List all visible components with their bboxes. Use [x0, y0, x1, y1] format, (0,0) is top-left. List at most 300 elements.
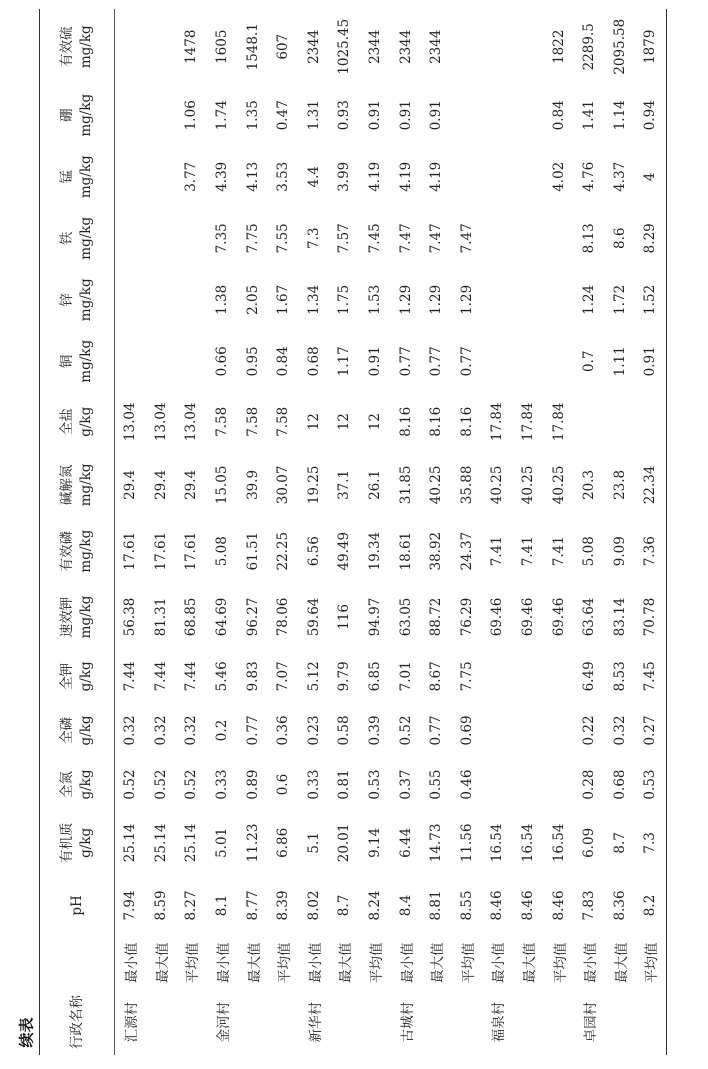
value-cell: 81.31 — [152, 597, 169, 637]
value-cell: 61.51 — [244, 531, 261, 571]
village-name-cell: 汇源村 — [124, 1001, 141, 1043]
value-cell: 9.79 — [336, 661, 353, 692]
value-cell: 7.07 — [275, 661, 292, 692]
value-cell — [543, 650, 574, 703]
table-row — [605, 9, 636, 1055]
value-cell: 0.32 — [183, 715, 200, 746]
village-name-cell — [176, 989, 207, 1055]
statistic-cell: 最大值 — [613, 942, 630, 983]
value-cell: 8.4 — [397, 894, 414, 917]
value-cell: 0.36 — [275, 715, 292, 746]
value-cell — [452, 84, 483, 146]
value-cell: 0.93 — [336, 100, 353, 131]
column-header-unit: g/kg — [78, 769, 94, 800]
village-name-cell — [329, 989, 360, 1055]
value-cell: 8.1 — [214, 894, 231, 917]
value-cell: 5.12 — [305, 661, 322, 692]
value-cell: 0.81 — [336, 769, 353, 800]
value-cell: 8.13 — [581, 223, 598, 254]
value-cell: 1.06 — [183, 100, 200, 131]
statistic-cell: 最小值 — [307, 942, 324, 983]
value-cell: 23.8 — [611, 469, 628, 500]
value-cell: 1.41 — [581, 100, 598, 131]
column-header-unit: mg/kg — [78, 529, 94, 573]
value-cell — [115, 208, 146, 270]
value-cell: 3.99 — [336, 161, 353, 192]
column-header-name: 锰 — [59, 170, 75, 184]
village-name-cell: 卓园村 — [583, 1001, 600, 1043]
value-cell: 0.46 — [458, 769, 475, 800]
value-cell: 7.44 — [183, 661, 200, 692]
value-cell: 4.02 — [550, 161, 567, 192]
column-header — [40, 392, 115, 451]
value-cell — [574, 392, 605, 451]
table-row — [237, 9, 268, 1055]
rotated-table-container — [39, 9, 705, 1055]
value-cell: 2289.5 — [581, 23, 598, 71]
column-header — [40, 9, 115, 84]
value-cell — [452, 146, 483, 208]
value-cell: 0.58 — [336, 715, 353, 746]
value-cell: 5.08 — [581, 536, 598, 567]
value-cell — [513, 758, 544, 811]
value-cell — [176, 269, 207, 331]
column-header-name: 全磷 — [59, 716, 75, 744]
value-cell: 12 — [336, 413, 353, 431]
value-cell: 63.64 — [581, 597, 598, 637]
value-cell: 8.2 — [635, 875, 666, 937]
value-cell: 6.56 — [305, 536, 322, 567]
value-cell — [482, 758, 513, 811]
value-cell: 0.32 — [152, 715, 169, 746]
value-cell: 0.68 — [611, 769, 628, 800]
table-row — [574, 9, 605, 1055]
value-cell: 1.14 — [611, 100, 628, 131]
value-cell: 7.3 — [305, 227, 322, 250]
column-header-unit: mg/kg — [78, 25, 94, 69]
value-cell: 1.17 — [336, 346, 353, 377]
village-name-cell — [543, 989, 574, 1055]
value-cell — [115, 331, 146, 393]
table-row — [146, 9, 177, 1055]
table-row — [482, 9, 513, 1055]
value-cell: 7.58 — [244, 406, 261, 437]
value-cell: 7.45 — [367, 223, 384, 254]
value-cell: 8.16 — [397, 406, 414, 437]
value-cell: 0.77 — [397, 346, 414, 377]
value-cell: 0.77 — [428, 346, 445, 377]
value-cell — [452, 9, 483, 84]
column-header-name: 行政名称 — [68, 995, 85, 1050]
value-cell: 0.68 — [305, 346, 322, 377]
column-header-name: 全盐 — [59, 408, 75, 436]
value-cell: 7.75 — [244, 223, 261, 254]
column-header-name: 铁 — [59, 231, 75, 246]
village-name-cell — [605, 989, 636, 1055]
column-header-unit: mg/kg — [78, 595, 94, 639]
value-cell: 0.37 — [397, 769, 414, 800]
value-cell: 39.9 — [244, 469, 261, 500]
value-cell: 4.19 — [397, 161, 414, 192]
value-cell — [482, 146, 513, 208]
value-cell: 49.49 — [336, 531, 353, 571]
value-cell: 7.35 — [214, 223, 231, 254]
value-cell: 0.89 — [244, 769, 261, 800]
value-cell — [176, 331, 207, 393]
statistic-cell: 平均值 — [185, 942, 202, 983]
value-cell: 94.97 — [367, 597, 384, 637]
value-cell: 29.4 — [152, 469, 169, 500]
value-cell: 2344 — [305, 29, 322, 64]
value-cell: 0.52 — [183, 769, 200, 800]
value-cell: 4.76 — [581, 161, 598, 192]
value-cell: 7.47 — [397, 223, 414, 254]
value-cell — [146, 84, 177, 146]
column-header-unit: mg/kg — [78, 216, 94, 260]
value-cell: 4.19 — [428, 161, 445, 192]
column-header-name: 全钾 — [59, 662, 75, 690]
value-cell: 30.07 — [275, 465, 292, 505]
value-cell: 1.31 — [305, 100, 322, 131]
value-cell: 1.34 — [305, 284, 322, 315]
value-cell: 0.23 — [305, 715, 322, 746]
table-row — [207, 9, 238, 1055]
value-cell — [482, 331, 513, 393]
value-cell: 1548.1 — [244, 23, 261, 71]
value-cell: 0.91 — [635, 331, 666, 393]
column-header — [40, 703, 115, 758]
value-cell: 7.94 — [122, 890, 139, 921]
value-cell: 5.46 — [214, 661, 231, 692]
value-cell: 0.69 — [458, 715, 475, 746]
value-cell: 7.44 — [152, 661, 169, 692]
column-header — [40, 811, 115, 875]
value-cell: 96.27 — [244, 597, 261, 637]
statistic-cell: 最大值 — [246, 942, 263, 983]
value-cell: 13.04 — [122, 402, 139, 442]
value-cell: 69.46 — [520, 597, 537, 637]
value-cell: 5.01 — [214, 827, 231, 858]
village-name-cell: 福泉村 — [491, 1001, 508, 1043]
value-cell — [482, 703, 513, 758]
value-cell: 5.08 — [214, 536, 231, 567]
value-cell: 12 — [305, 413, 322, 431]
value-cell: 7.41 — [520, 536, 537, 567]
village-name-cell — [360, 989, 391, 1055]
table-row — [513, 9, 544, 1055]
table-row — [421, 9, 452, 1055]
value-cell: 40.25 — [550, 465, 567, 505]
value-cell: 0.47 — [275, 100, 292, 131]
value-cell: 7.3 — [635, 811, 666, 875]
value-cell: 12 — [367, 413, 384, 431]
column-header-name: pH — [68, 895, 85, 916]
value-cell: 1025.45 — [336, 18, 353, 75]
value-cell: 4.37 — [611, 161, 628, 192]
column-header — [40, 331, 115, 393]
column-header-unit: mg/kg — [78, 278, 94, 322]
value-cell: 0.91 — [397, 100, 414, 131]
value-cell: 1.52 — [635, 269, 666, 331]
value-cell: 2344 — [428, 29, 445, 64]
value-cell: 37.1 — [336, 469, 353, 500]
statistic-cell: 平均值 — [460, 942, 477, 983]
value-cell: 17.61 — [152, 531, 169, 571]
value-cell: 17.61 — [122, 531, 139, 571]
column-header-name: 全氮 — [59, 771, 75, 799]
value-cell: 4.13 — [244, 161, 261, 192]
table-row — [329, 9, 360, 1055]
value-cell: 9.09 — [611, 536, 628, 567]
value-cell: 8.16 — [458, 406, 475, 437]
value-cell: 26.1 — [367, 469, 384, 500]
value-cell: 16.54 — [489, 823, 506, 863]
value-cell: 1822 — [550, 29, 567, 64]
value-cell — [482, 84, 513, 146]
column-header — [40, 269, 115, 331]
value-cell: 0.66 — [214, 346, 231, 377]
value-cell: 0.33 — [214, 769, 231, 800]
statistic-cell: 最小值 — [491, 942, 508, 983]
table-row — [390, 9, 421, 1055]
value-cell: 7.83 — [581, 890, 598, 921]
statistic-cell: 平均值 — [277, 942, 294, 983]
value-cell: 0.91 — [367, 100, 384, 131]
caption-text: 续表 — [17, 1016, 36, 1048]
village-name-cell — [452, 989, 483, 1055]
value-cell: 25.14 — [183, 823, 200, 863]
value-cell — [543, 331, 574, 393]
value-cell: 1.29 — [428, 284, 445, 315]
value-cell: 11.23 — [244, 823, 261, 863]
village-name-cell — [513, 989, 544, 1055]
value-cell: 19.25 — [305, 465, 322, 505]
column-header-name: 碱解氮 — [59, 464, 75, 506]
value-cell — [482, 208, 513, 270]
column-header — [40, 758, 115, 811]
value-cell: 7.58 — [275, 406, 292, 437]
value-cell: 63.05 — [397, 597, 414, 637]
column-header-unit: mg/kg — [78, 93, 94, 137]
value-cell: 29.4 — [183, 469, 200, 500]
value-cell: 7.41 — [489, 536, 506, 567]
value-cell: 14.73 — [428, 823, 445, 863]
column-header — [40, 84, 115, 146]
value-cell: 40.25 — [520, 465, 537, 505]
value-cell: 0.53 — [635, 758, 666, 811]
value-cell: 83.14 — [611, 597, 628, 637]
value-cell: 1.35 — [244, 100, 261, 131]
value-cell: 8.53 — [611, 661, 628, 692]
value-cell: 4.4 — [305, 166, 322, 188]
value-cell: 19.34 — [367, 531, 384, 571]
value-cell: 1.29 — [458, 284, 475, 315]
value-cell: 1879 — [635, 9, 666, 84]
value-cell — [543, 758, 574, 811]
value-cell: 1.74 — [214, 100, 231, 131]
value-cell: 8.7 — [336, 894, 353, 917]
value-cell: 7.36 — [635, 518, 666, 584]
value-cell: 69.46 — [550, 597, 567, 637]
statistic-cell: 平均值 — [369, 942, 386, 983]
value-cell: 7.01 — [397, 661, 414, 692]
value-cell: 7.55 — [275, 223, 292, 254]
village-name-cell: 新华村 — [307, 1001, 324, 1043]
value-cell: 70.78 — [635, 584, 666, 650]
value-cell: 24.37 — [458, 531, 475, 571]
value-cell: 6.85 — [367, 661, 384, 692]
value-cell: 1478 — [183, 29, 200, 64]
value-cell — [115, 84, 146, 146]
value-cell — [482, 650, 513, 703]
value-cell: 5.1 — [305, 832, 322, 854]
statistic-cell: 最大值 — [430, 942, 447, 983]
value-cell: 0.84 — [550, 100, 567, 131]
statistic-cell: 最小值 — [583, 942, 600, 983]
value-cell: 68.85 — [183, 597, 200, 637]
value-cell: 2095.58 — [611, 18, 628, 75]
statistic-cell: 最大值 — [154, 942, 171, 983]
table-row — [543, 9, 574, 1055]
statistic-cell: 最大值 — [522, 942, 539, 983]
value-cell: 15.05 — [214, 465, 231, 505]
value-cell — [543, 208, 574, 270]
column-header — [40, 875, 115, 937]
value-cell: 0.95 — [244, 346, 261, 377]
value-cell — [513, 703, 544, 758]
value-cell: 17.84 — [520, 402, 537, 442]
table-body — [115, 9, 667, 1055]
value-cell — [482, 9, 513, 84]
value-cell: 0.27 — [635, 703, 666, 758]
column-header-unit: mg/kg — [78, 339, 94, 383]
soil-nutrient-table — [39, 9, 667, 1055]
value-cell — [146, 208, 177, 270]
value-cell: 8.24 — [367, 890, 384, 921]
value-cell — [513, 331, 544, 393]
value-cell: 8.02 — [305, 890, 322, 921]
value-cell: 1.11 — [611, 346, 628, 377]
value-cell: 8.67 — [428, 661, 445, 692]
column-header-name: 有效磷 — [59, 530, 75, 572]
value-cell: 0.91 — [367, 346, 384, 377]
value-cell: 3.77 — [183, 161, 200, 192]
value-cell — [605, 392, 636, 451]
value-cell: 1.72 — [611, 284, 628, 315]
value-cell: 13.04 — [152, 402, 169, 442]
value-cell: 6.49 — [581, 661, 598, 692]
value-cell: 8.77 — [244, 890, 261, 921]
value-cell: 0.91 — [428, 100, 445, 131]
value-cell: 0.52 — [397, 715, 414, 746]
value-cell: 0.55 — [428, 769, 445, 800]
value-cell: 8.46 — [550, 890, 567, 921]
value-cell: 7.41 — [550, 536, 567, 567]
table-row — [268, 9, 299, 1055]
column-header-unit: g/kg — [78, 406, 94, 437]
column-header-unit: g/kg — [78, 827, 94, 858]
value-cell: 8.55 — [458, 890, 475, 921]
value-cell: 8.29 — [635, 208, 666, 270]
value-cell — [513, 269, 544, 331]
value-cell: 8.16 — [428, 406, 445, 437]
value-cell: 7.58 — [214, 406, 231, 437]
value-cell — [115, 269, 146, 331]
value-cell: 0.52 — [122, 769, 139, 800]
value-cell: 16.54 — [520, 823, 537, 863]
column-header — [40, 936, 115, 989]
table-header — [40, 9, 115, 1055]
value-cell: 6.09 — [581, 827, 598, 858]
value-cell: 0.33 — [305, 769, 322, 800]
column-header-unit: mg/kg — [78, 155, 94, 199]
value-cell: 0.7 — [581, 350, 598, 373]
value-cell: 29.4 — [122, 469, 139, 500]
value-cell: 8.46 — [489, 890, 506, 921]
table-row — [176, 9, 207, 1055]
value-cell — [513, 208, 544, 270]
value-cell — [482, 269, 513, 331]
column-header-name: 硼 — [59, 108, 75, 122]
value-cell: 0.77 — [458, 346, 475, 377]
column-header-unit: g/kg — [78, 715, 94, 746]
value-cell: 59.64 — [305, 597, 322, 637]
column-header-unit: g/kg — [78, 661, 94, 692]
table-row — [115, 9, 146, 1055]
value-cell: 9.14 — [367, 827, 384, 858]
table-row — [360, 9, 391, 1055]
value-cell: 8.36 — [611, 890, 628, 921]
value-cell — [146, 269, 177, 331]
value-cell: 0.28 — [581, 769, 598, 800]
value-cell: 1.75 — [336, 284, 353, 315]
value-cell: 1.38 — [214, 284, 231, 315]
value-cell: 7.45 — [635, 650, 666, 703]
value-cell: 7.44 — [122, 661, 139, 692]
column-header-unit: mg/kg — [78, 463, 94, 507]
value-cell — [146, 331, 177, 393]
value-cell: 20.01 — [336, 823, 353, 863]
table-row — [635, 9, 666, 1055]
value-cell: 9.83 — [244, 661, 261, 692]
value-cell: 25.14 — [122, 823, 139, 863]
village-name-cell — [635, 989, 666, 1055]
column-header-name: 有效硫 — [59, 26, 75, 67]
value-cell: 38.92 — [428, 531, 445, 571]
value-cell: 0.53 — [367, 769, 384, 800]
value-cell: 0.22 — [581, 715, 598, 746]
value-cell: 1.29 — [397, 284, 414, 315]
statistic-cell: 最小值 — [399, 942, 416, 983]
column-header-name: 铜 — [59, 354, 75, 369]
value-cell: 7.75 — [458, 661, 475, 692]
value-cell — [635, 392, 666, 451]
value-cell: 116 — [336, 604, 353, 630]
value-cell: 22.34 — [635, 451, 666, 518]
value-cell — [543, 703, 574, 758]
column-header — [40, 650, 115, 703]
value-cell: 25.14 — [152, 823, 169, 863]
column-header-name: 有机质 — [59, 822, 75, 864]
value-cell: 607 — [275, 33, 292, 60]
value-cell: 56.38 — [122, 597, 139, 637]
value-cell: 0.6 — [275, 773, 292, 796]
value-cell: 18.61 — [397, 531, 414, 571]
value-cell: 1.67 — [275, 284, 292, 315]
value-cell — [115, 9, 146, 84]
value-cell: 16.54 — [550, 823, 567, 863]
table-row — [299, 9, 330, 1055]
